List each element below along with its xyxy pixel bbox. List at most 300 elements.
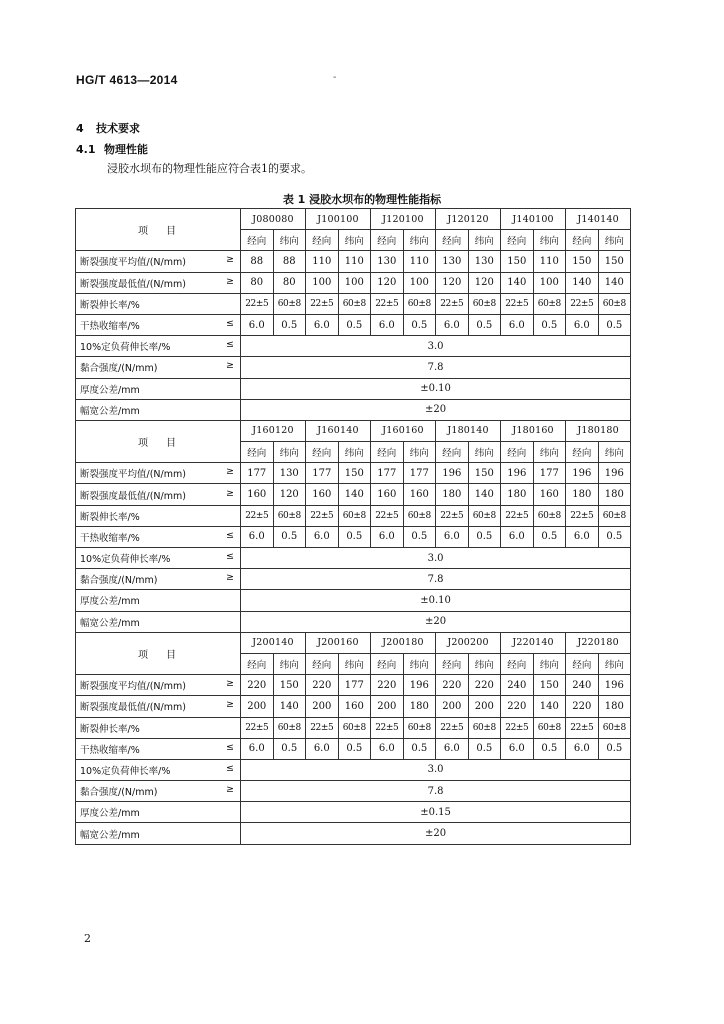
value-cell: 150 [501,251,534,272]
item-header: 项目 [76,632,241,674]
property-name: 断裂伸长率/% [80,511,140,523]
property-label [76,357,241,378]
value-cell: 220 [566,696,599,717]
value-cell: 22±5 [566,293,599,314]
warp-header: 经向 [566,442,599,463]
property-name: 断裂强度最低值/(N/mm) [80,490,186,502]
weft-header: 纬向 [403,442,436,463]
property-label [76,823,241,844]
grade-code: J140100 [501,209,566,230]
value-cell: 60±8 [338,505,371,526]
value-cell: 220 [241,675,274,696]
value-cell: 196 [501,463,534,484]
property-row [76,675,631,696]
value-cell: 6.0 [501,738,534,759]
weft-header: 纬向 [533,653,566,674]
section-4-1-number: 4.1 [76,143,96,156]
grade-code: J180160 [501,420,566,441]
value-cell: 140 [273,696,306,717]
value-cell: 22±5 [436,505,469,526]
value-cell: 130 [371,251,404,272]
weft-header: 纬向 [533,230,566,251]
value-cell: 160 [371,484,404,505]
value-cell: 60±8 [403,717,436,738]
grade-code: J200140 [241,632,306,653]
value-cell: 22±5 [501,505,534,526]
value-cell: 177 [403,463,436,484]
grade-code: J220180 [566,632,631,653]
value-cell: 6.0 [306,738,339,759]
property-name: 干热收缩率/% [80,321,140,333]
warp-header: 经向 [371,442,404,463]
grade-code: J080080 [241,209,306,230]
property-name: 黏合强度/(N/mm) [80,575,158,587]
limit-symbol: ≤ [226,318,234,330]
value-cell: 200 [436,696,469,717]
weft-header: 纬向 [598,442,631,463]
section-4-heading [76,120,140,136]
value-cell: 60±8 [273,505,306,526]
common-property-row [76,548,631,569]
value-cell: 22±5 [306,293,339,314]
value-cell: 220 [371,675,404,696]
value-cell: 160 [306,484,339,505]
property-row [76,293,631,314]
value-cell: 22±5 [371,293,404,314]
value-cell: 110 [533,251,566,272]
common-value-cell: 3.0 [241,548,631,569]
value-cell: 6.0 [371,314,404,335]
value-cell: 220 [436,675,469,696]
limit-symbol: ≥ [226,699,234,711]
common-property-row [76,569,631,590]
value-cell: 6.0 [501,526,534,547]
warp-header: 经向 [436,653,469,674]
value-cell: 6.0 [566,738,599,759]
grade-code-row [76,632,631,653]
table-caption: 表 1 浸胶水坝布的物理性能指标 [282,193,442,206]
value-cell: 60±8 [533,293,566,314]
common-property-row [76,590,631,611]
warp-header: 经向 [436,230,469,251]
property-label [76,399,241,420]
grade-code: J200160 [306,632,371,653]
common-value-cell: ±20 [241,611,631,632]
value-cell: 0.5 [533,314,566,335]
property-row [76,696,631,717]
section-4-1-title: 物理性能 [104,143,148,156]
warp-header: 经向 [566,653,599,674]
value-cell: 196 [598,463,631,484]
value-cell: 22±5 [501,293,534,314]
value-cell: 0.5 [598,738,631,759]
property-name: 厚度公差/mm [80,808,140,820]
section-4-title: 技术要求 [96,122,140,135]
limit-symbol: ≥ [226,254,234,266]
property-label [76,759,241,780]
property-label [76,293,241,314]
value-cell: 0.5 [338,314,371,335]
value-cell: 196 [436,463,469,484]
warp-header: 经向 [241,230,274,251]
value-cell: 0.5 [468,314,501,335]
value-cell: 22±5 [306,505,339,526]
property-label [76,590,241,611]
property-label [76,484,241,505]
value-cell: 0.5 [273,314,306,335]
value-cell: 200 [306,696,339,717]
value-cell: 130 [273,463,306,484]
limit-symbol: ≥ [226,275,234,287]
value-cell: 200 [468,696,501,717]
page-number: 2 [84,932,91,945]
common-value-cell: 7.8 [241,357,631,378]
warp-header: 经向 [241,653,274,674]
weft-header: 纬向 [468,442,501,463]
value-cell: 180 [566,484,599,505]
warp-header: 经向 [306,230,339,251]
value-cell: 140 [338,484,371,505]
scan-mark: - [333,72,337,83]
limit-symbol: ≥ [226,487,234,499]
value-cell: 177 [306,463,339,484]
property-row [76,484,631,505]
value-cell: 196 [566,463,599,484]
value-cell: 196 [598,675,631,696]
weft-header: 纬向 [338,653,371,674]
value-cell: 240 [566,675,599,696]
common-value-cell: ±0.10 [241,378,631,399]
value-cell: 22±5 [241,293,274,314]
value-cell: 120 [436,272,469,293]
warp-header: 经向 [241,442,274,463]
value-cell: 60±8 [468,717,501,738]
weft-header: 纬向 [273,653,306,674]
common-value-cell: 3.0 [241,759,631,780]
grade-code: J200180 [371,632,436,653]
property-name: 断裂强度最低值/(N/mm) [80,278,186,290]
property-name: 干热收缩率/% [80,532,140,544]
property-name: 厚度公差/mm [80,384,140,396]
property-name: 10%定负荷伸长率/% [80,342,171,354]
property-name: 黏合强度/(N/mm) [80,363,158,375]
value-cell: 88 [273,251,306,272]
common-value-cell: ±0.15 [241,802,631,823]
value-cell: 60±8 [468,293,501,314]
value-cell: 22±5 [566,717,599,738]
property-label [76,696,241,717]
value-cell: 177 [338,675,371,696]
property-row [76,717,631,738]
value-cell: 160 [533,484,566,505]
body-paragraph: 浸胶水坝布的物理性能应符合表1的要求。 [107,162,312,175]
property-name: 断裂强度平均值/(N/mm) [80,469,186,481]
property-name: 厚度公差/mm [80,596,140,608]
common-value-cell: ±20 [241,823,631,844]
property-label [76,336,241,357]
value-cell: 150 [566,251,599,272]
property-label [76,505,241,526]
value-cell: 140 [598,272,631,293]
property-name: 断裂伸长率/% [80,723,140,735]
grade-code: J160120 [241,420,306,441]
limit-symbol: ≥ [226,678,234,690]
value-cell: 6.0 [566,314,599,335]
value-cell: 60±8 [468,505,501,526]
property-name: 断裂强度平均值/(N/mm) [80,257,186,269]
value-cell: 0.5 [403,738,436,759]
limit-symbol: ≥ [226,784,234,796]
value-cell: 6.0 [371,738,404,759]
value-cell: 110 [403,251,436,272]
grade-code: J140140 [566,209,631,230]
value-cell: 22±5 [306,717,339,738]
common-value-cell: 7.8 [241,781,631,802]
property-label [76,548,241,569]
value-cell: 22±5 [371,717,404,738]
value-cell: 100 [533,272,566,293]
value-cell: 6.0 [241,314,274,335]
weft-header: 纬向 [273,230,306,251]
property-row [76,505,631,526]
value-cell: 150 [533,675,566,696]
section-4-number: 4 [76,122,84,135]
value-cell: 177 [533,463,566,484]
value-cell: 180 [501,484,534,505]
limit-symbol: ≤ [226,339,234,351]
value-cell: 177 [371,463,404,484]
value-cell: 60±8 [338,717,371,738]
weft-header: 纬向 [338,230,371,251]
value-cell: 220 [468,675,501,696]
value-cell: 6.0 [306,314,339,335]
weft-header: 纬向 [338,442,371,463]
property-name: 幅宽公差/mm [80,829,140,841]
value-cell: 88 [241,251,274,272]
limit-symbol: ≤ [226,551,234,563]
value-cell: 22±5 [566,505,599,526]
common-property-row [76,399,631,420]
property-label [76,611,241,632]
grade-code: J180140 [436,420,501,441]
value-cell: 6.0 [436,314,469,335]
common-value-cell: 3.0 [241,336,631,357]
value-cell: 60±8 [273,293,306,314]
value-cell: 140 [566,272,599,293]
value-cell: 60±8 [273,717,306,738]
value-cell: 22±5 [436,717,469,738]
grade-code: J120100 [371,209,436,230]
grade-code: J180180 [566,420,631,441]
value-cell: 6.0 [241,738,274,759]
value-cell: 60±8 [403,505,436,526]
value-cell: 0.5 [338,526,371,547]
warp-header: 经向 [306,653,339,674]
limit-symbol: ≤ [226,529,234,541]
value-cell: 160 [241,484,274,505]
value-cell: 180 [403,696,436,717]
value-cell: 80 [241,272,274,293]
weft-header: 纬向 [468,653,501,674]
common-property-row [76,336,631,357]
grade-code: J200200 [436,632,501,653]
weft-header: 纬向 [403,653,436,674]
value-cell: 220 [306,675,339,696]
value-cell: 200 [241,696,274,717]
value-cell: 60±8 [403,293,436,314]
value-cell: 0.5 [533,738,566,759]
value-cell: 80 [273,272,306,293]
grade-code: J100100 [306,209,371,230]
property-name: 10%定负荷伸长率/% [80,765,171,777]
value-cell: 150 [273,675,306,696]
limit-symbol: ≤ [226,741,234,753]
property-name: 断裂强度最低值/(N/mm) [80,702,186,714]
value-cell: 0.5 [468,526,501,547]
grade-code: J120120 [436,209,501,230]
limit-symbol: ≥ [226,466,234,478]
grade-code: J160160 [371,420,436,441]
grade-code-row [76,209,631,230]
common-property-row [76,378,631,399]
value-cell: 180 [436,484,469,505]
limit-symbol: ≥ [226,572,234,584]
value-cell: 0.5 [468,738,501,759]
property-row [76,272,631,293]
property-row [76,738,631,759]
warp-header: 经向 [371,653,404,674]
value-cell: 0.5 [403,526,436,547]
value-cell: 60±8 [533,717,566,738]
property-row [76,251,631,272]
value-cell: 200 [371,696,404,717]
value-cell: 0.5 [273,526,306,547]
value-cell: 177 [241,463,274,484]
property-label [76,781,241,802]
common-property-row [76,823,631,844]
property-label [76,378,241,399]
property-row [76,526,631,547]
value-cell: 6.0 [306,526,339,547]
value-cell: 130 [468,251,501,272]
property-row [76,314,631,335]
value-cell: 140 [533,696,566,717]
value-cell: 22±5 [241,505,274,526]
limit-symbol: ≥ [226,360,234,372]
property-name: 断裂强度平均值/(N/mm) [80,681,186,693]
common-value-cell: 7.8 [241,569,631,590]
property-label [76,717,241,738]
property-label [76,802,241,823]
value-cell: 6.0 [436,526,469,547]
physical-properties-table [75,208,631,845]
value-cell: 140 [468,484,501,505]
property-label [76,251,241,272]
value-cell: 120 [273,484,306,505]
value-cell: 140 [501,272,534,293]
weft-header: 纬向 [273,442,306,463]
property-name: 干热收缩率/% [80,744,140,756]
item-header: 项目 [76,420,241,462]
value-cell: 0.5 [598,526,631,547]
property-name: 10%定负荷伸长率/% [80,554,171,566]
property-label [76,675,241,696]
value-cell: 22±5 [501,717,534,738]
value-cell: 0.5 [338,738,371,759]
common-property-row [76,759,631,780]
property-name: 幅宽公差/mm [80,617,140,629]
value-cell: 0.5 [533,526,566,547]
common-property-row [76,781,631,802]
property-name: 黏合强度/(N/mm) [80,787,158,799]
value-cell: 120 [468,272,501,293]
value-cell: 60±8 [533,505,566,526]
value-cell: 110 [306,251,339,272]
warp-header: 经向 [501,653,534,674]
weft-header: 纬向 [598,230,631,251]
common-property-row [76,802,631,823]
value-cell: 160 [403,484,436,505]
weft-header: 纬向 [468,230,501,251]
value-cell: 160 [338,696,371,717]
common-property-row [76,357,631,378]
property-row [76,463,631,484]
value-cell: 6.0 [566,526,599,547]
grade-code: J220140 [501,632,566,653]
value-cell: 0.5 [273,738,306,759]
property-label [76,272,241,293]
warp-header: 经向 [566,230,599,251]
grade-code: J160140 [306,420,371,441]
grade-code-row [76,420,631,441]
property-label [76,314,241,335]
weft-header: 纬向 [403,230,436,251]
value-cell: 110 [338,251,371,272]
section-4-1-heading [76,141,148,157]
value-cell: 60±8 [598,717,631,738]
value-cell: 120 [371,272,404,293]
value-cell: 150 [598,251,631,272]
common-value-cell: ±0.10 [241,590,631,611]
value-cell: 150 [468,463,501,484]
warp-header: 经向 [371,230,404,251]
value-cell: 6.0 [501,314,534,335]
value-cell: 60±8 [598,505,631,526]
value-cell: 0.5 [403,314,436,335]
property-name: 幅宽公差/mm [80,405,140,417]
value-cell: 130 [436,251,469,272]
property-label [76,526,241,547]
warp-header: 经向 [501,442,534,463]
value-cell: 6.0 [371,526,404,547]
warp-header: 经向 [306,442,339,463]
weft-header: 纬向 [598,653,631,674]
value-cell: 60±8 [598,293,631,314]
value-cell: 6.0 [241,526,274,547]
value-cell: 220 [501,696,534,717]
property-label [76,463,241,484]
value-cell: 60±8 [338,293,371,314]
property-label [76,738,241,759]
warp-header: 经向 [501,230,534,251]
value-cell: 6.0 [436,738,469,759]
common-property-row [76,611,631,632]
warp-header: 经向 [436,442,469,463]
standard-id: HG/T 4613—2014 [76,73,178,87]
property-name: 断裂伸长率/% [80,299,140,311]
value-cell: 22±5 [436,293,469,314]
value-cell: 22±5 [241,717,274,738]
